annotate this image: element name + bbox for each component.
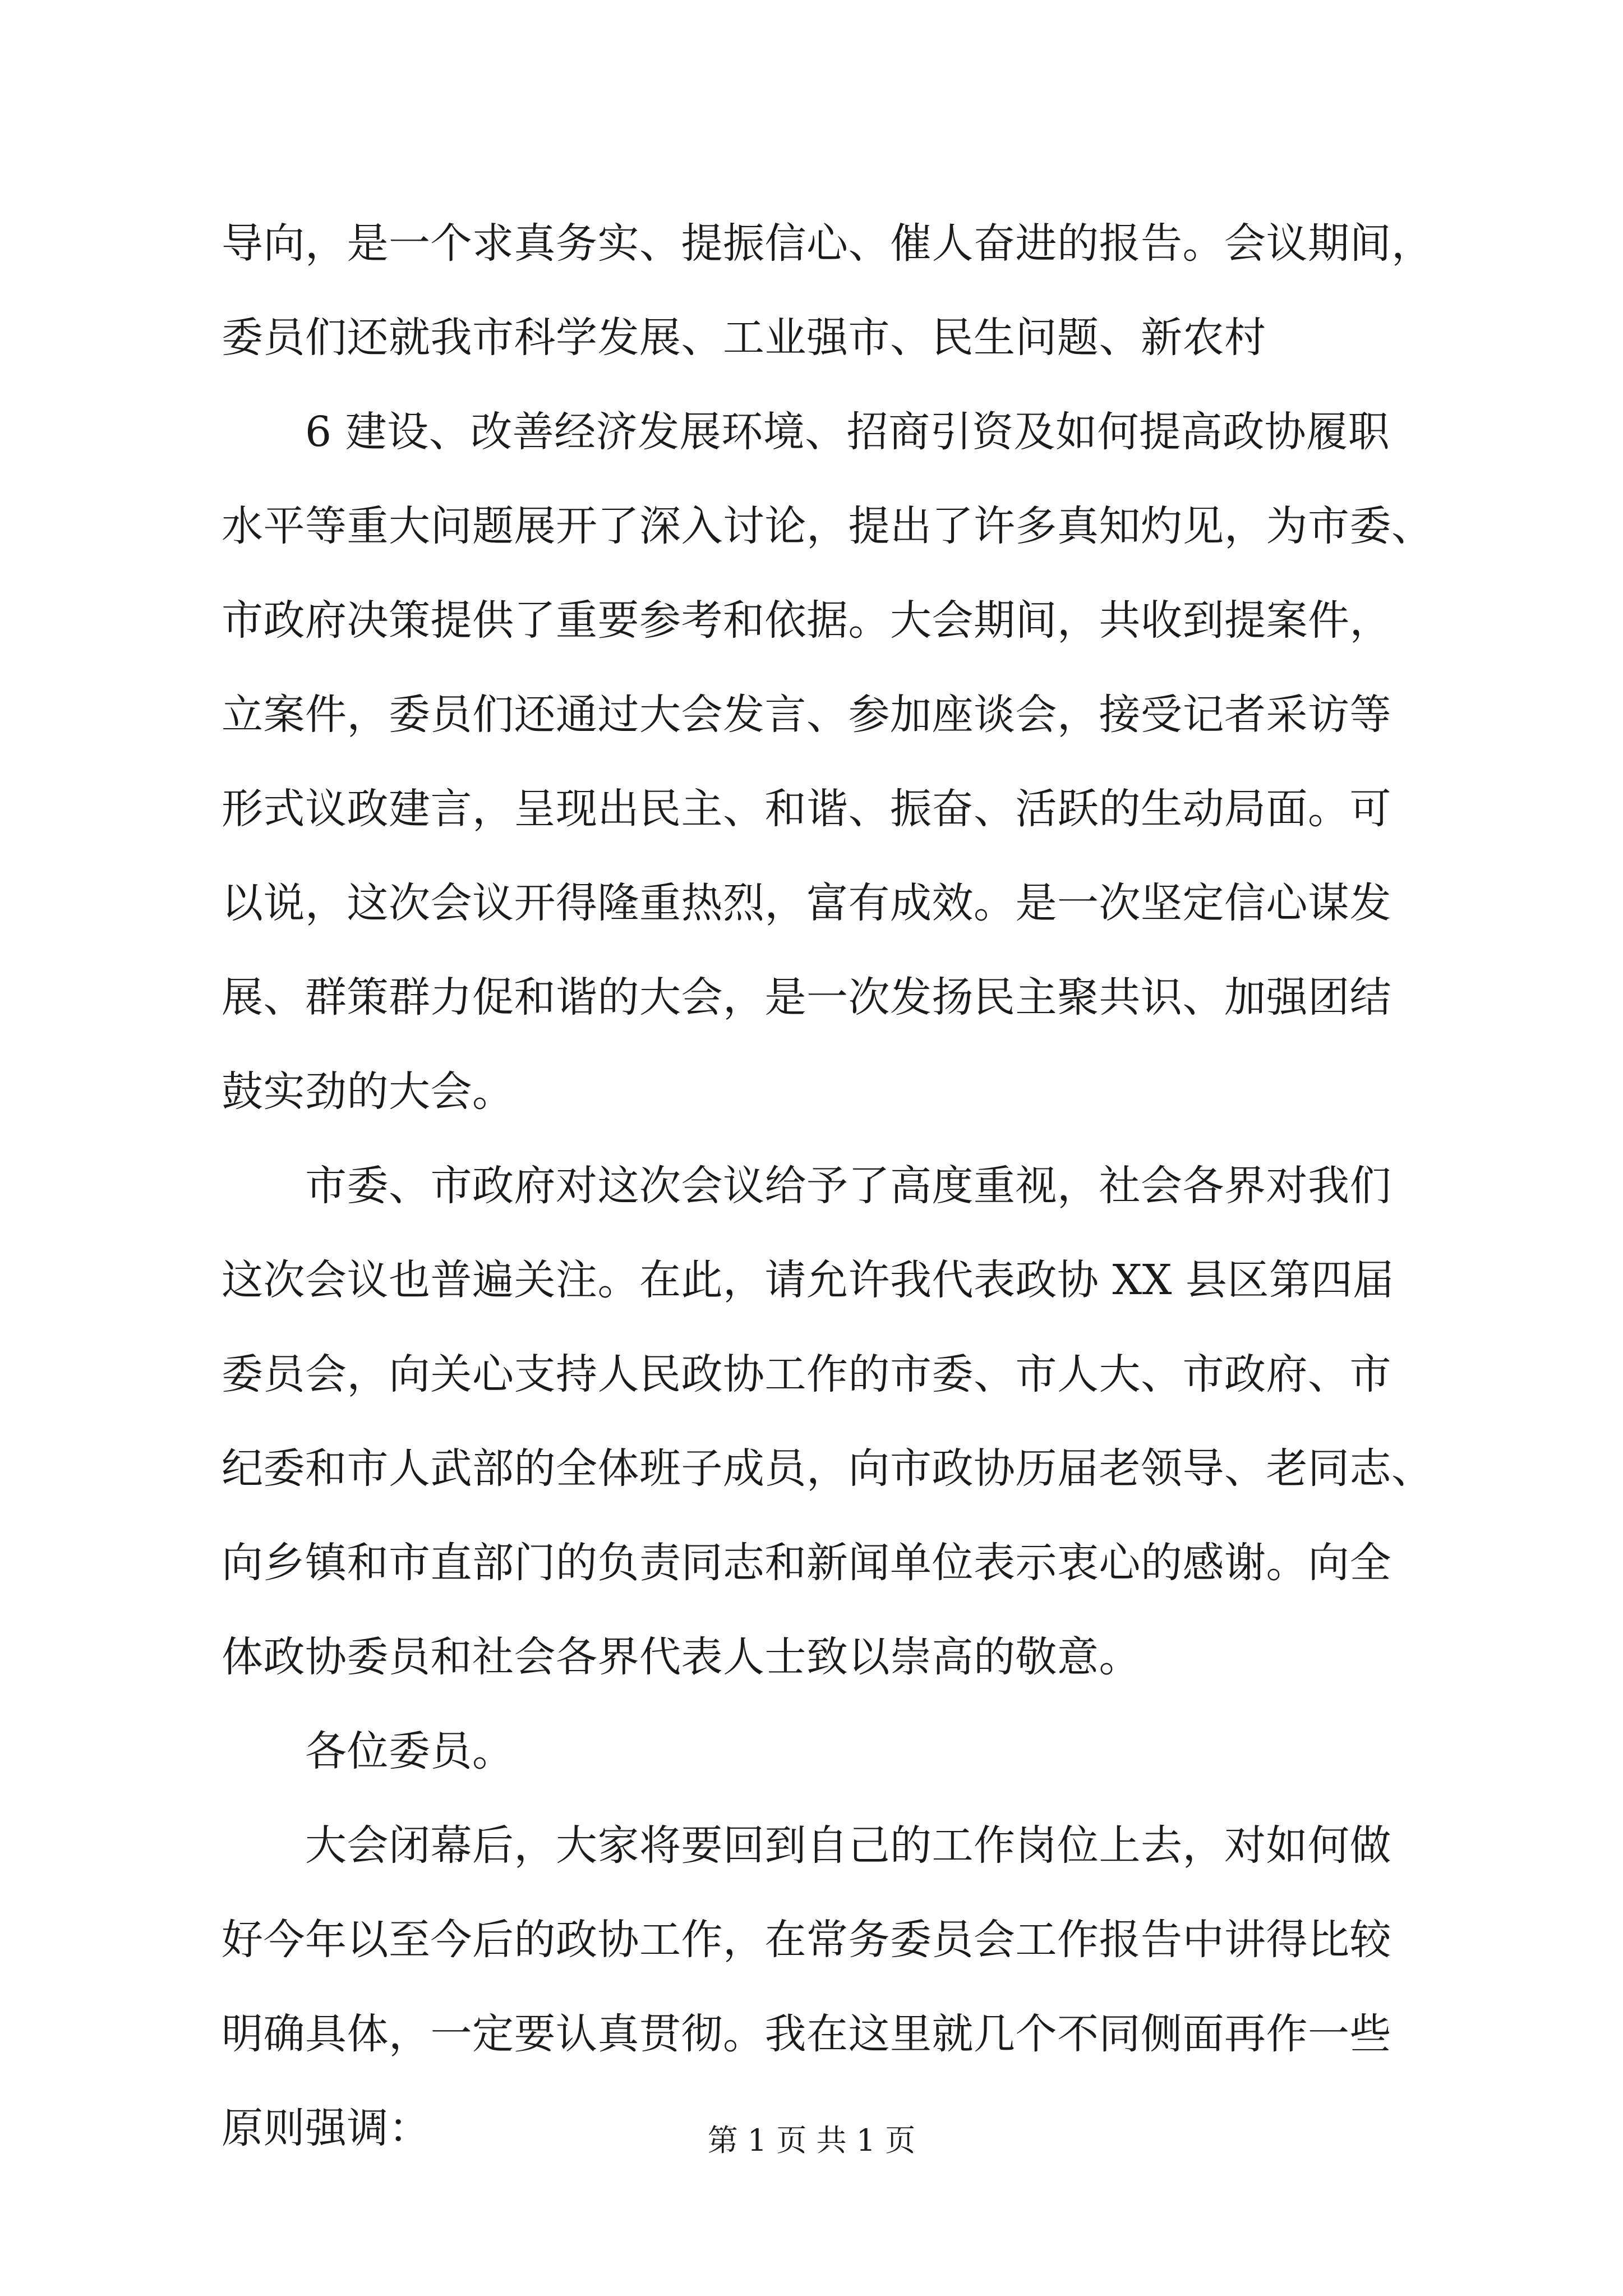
text-line: 市委、市政府对这次会议给予了高度重视，社会各界对我们 xyxy=(222,1162,1391,1210)
text-line: 委员会，向关心支持人民政协工作的市委、市人大、市政府、市 xyxy=(222,1350,1391,1398)
text-line: 好今年以至今后的政协工作，在常务委员会工作报告中讲得比较 xyxy=(222,1916,1391,1964)
text-line: 纪委和市人武部的全体班子成员，向市政协历届老领导、老同志、 xyxy=(222,1444,1433,1493)
text-line: 以说，这次会议开得隆重热烈，富有成效。是一次坚定信心谋发 xyxy=(222,879,1391,927)
text-line: 水平等重大问题展开了深入讨论，提出了许多真知灼见，为市委、 xyxy=(222,502,1433,550)
text-line: 体政协委员和社会各界代表人士致以崇高的敬意。 xyxy=(222,1633,1141,1681)
text-line: 各位委员。 xyxy=(222,1727,514,1775)
text-line: 明确具体，一定要认真贯彻。我在这里就几个不同侧面再作一些 xyxy=(222,2010,1391,2058)
text-line: 原则强调： xyxy=(222,2104,431,2152)
text-line: 鼓实劲的大会。 xyxy=(222,1068,514,1116)
text-line: 市政府决策提供了重要参考和依据。大会期间，共收到提案件， xyxy=(222,596,1391,645)
text-line: 这次会议也普遍关注。在此，请允许我代表政协 XX 县区第四届 xyxy=(222,1256,1395,1304)
text-line: 大会闭幕后，大家将要回到自己的工作岗位上去，对如何做 xyxy=(222,1821,1391,1870)
text-line: 委员们还就我市科学发展、工业强市、民生问题、新农村 xyxy=(222,314,1266,362)
page-footer: 第 1 页 共 1 页 xyxy=(707,2123,916,2158)
text-line: 向乡镇和市直部门的负责同志和新闻单位表示衷心的感谢。向全 xyxy=(222,1539,1391,1587)
text-line: 6 建设、改善经济发展环境、招商引资及如何提高政协履职 xyxy=(222,408,1390,456)
text-line: 导向，是一个求真务实、提振信心、催人奋进的报告。会议期间， xyxy=(222,219,1433,268)
text-line: 展、群策群力促和谐的大会，是一次发扬民主聚共识、加强团结 xyxy=(222,973,1391,1022)
text-line: 立案件，委员们还通过大会发言、参加座谈会，接受记者采访等 xyxy=(222,691,1391,739)
text-line: 形式议政建言，呈现出民主、和谐、振奋、活跃的生动局面。可 xyxy=(222,785,1391,833)
